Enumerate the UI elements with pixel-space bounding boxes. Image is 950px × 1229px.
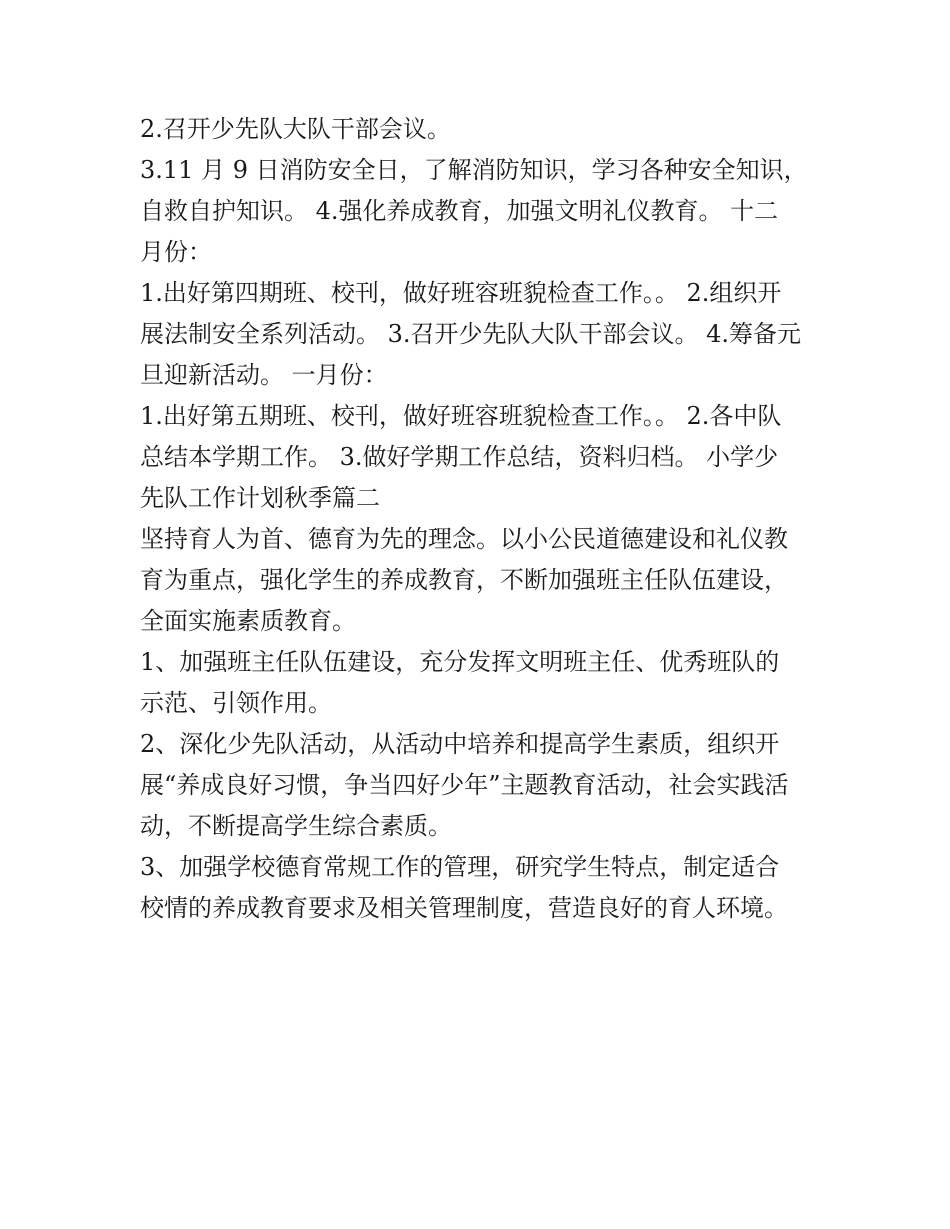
- text-line: 1、加强班主任队伍建设，充分发挥文明班主任、优秀班队的: [140, 648, 780, 676]
- text-line: 3、加强学校德育常规工作的管理，研究学生特点，制定适合: [140, 853, 780, 881]
- text-line: 月份：: [140, 238, 212, 266]
- text-line: 动，不断提高学生综合素质。: [140, 812, 452, 840]
- text-line: 自救自护知识。 4.强化养成教育，加强文明礼仪教育。 十二: [140, 197, 779, 225]
- text-line: 坚持育人为首、德育为先的理念。以小公民道德建设和礼仪教: [140, 525, 788, 553]
- text-line: 先队工作计划秋季篇二: [140, 484, 380, 512]
- text-line: 展“养成良好习惯，争当四好少年”主题教育活动，社会实践活: [140, 771, 789, 799]
- text-line: 旦迎新活动。 一月份：: [140, 361, 388, 389]
- document-body: [140, 109, 830, 929]
- text-line: 2.召开少先队大队干部会议。: [140, 115, 451, 143]
- text-line: 校情的养成教育要求及相关管理制度，营造良好的育人环境。: [140, 894, 788, 922]
- text-line: 育为重点，强化学生的养成教育，不断加强班主任队伍建设，: [140, 566, 788, 594]
- text-line: 展法制安全系列活动。 3.召开少先队大队干部会议。 4.筹备元: [140, 320, 802, 348]
- text-line: 1.出好第四期班、校刊，做好班容班貌检查工作。。 2.组织开: [140, 279, 782, 307]
- text-line: 全面实施素质教育。: [140, 607, 356, 635]
- text-line: 2、深化少先队活动，从活动中培养和提高学生素质，组织开: [140, 730, 780, 758]
- text-line: 示范、引领作用。: [140, 689, 332, 717]
- text-line: 总结本学期工作。 3.做好学期工作总结，资料归档。 小学少: [140, 443, 779, 471]
- text-line: 1.出好第五期班、校刊，做好班容班貌检查工作。。 2.各中队: [140, 402, 782, 430]
- text-line: 3.11 月 9 日消防安全日，了解消防知识，学习各种安全知识，: [140, 156, 808, 184]
